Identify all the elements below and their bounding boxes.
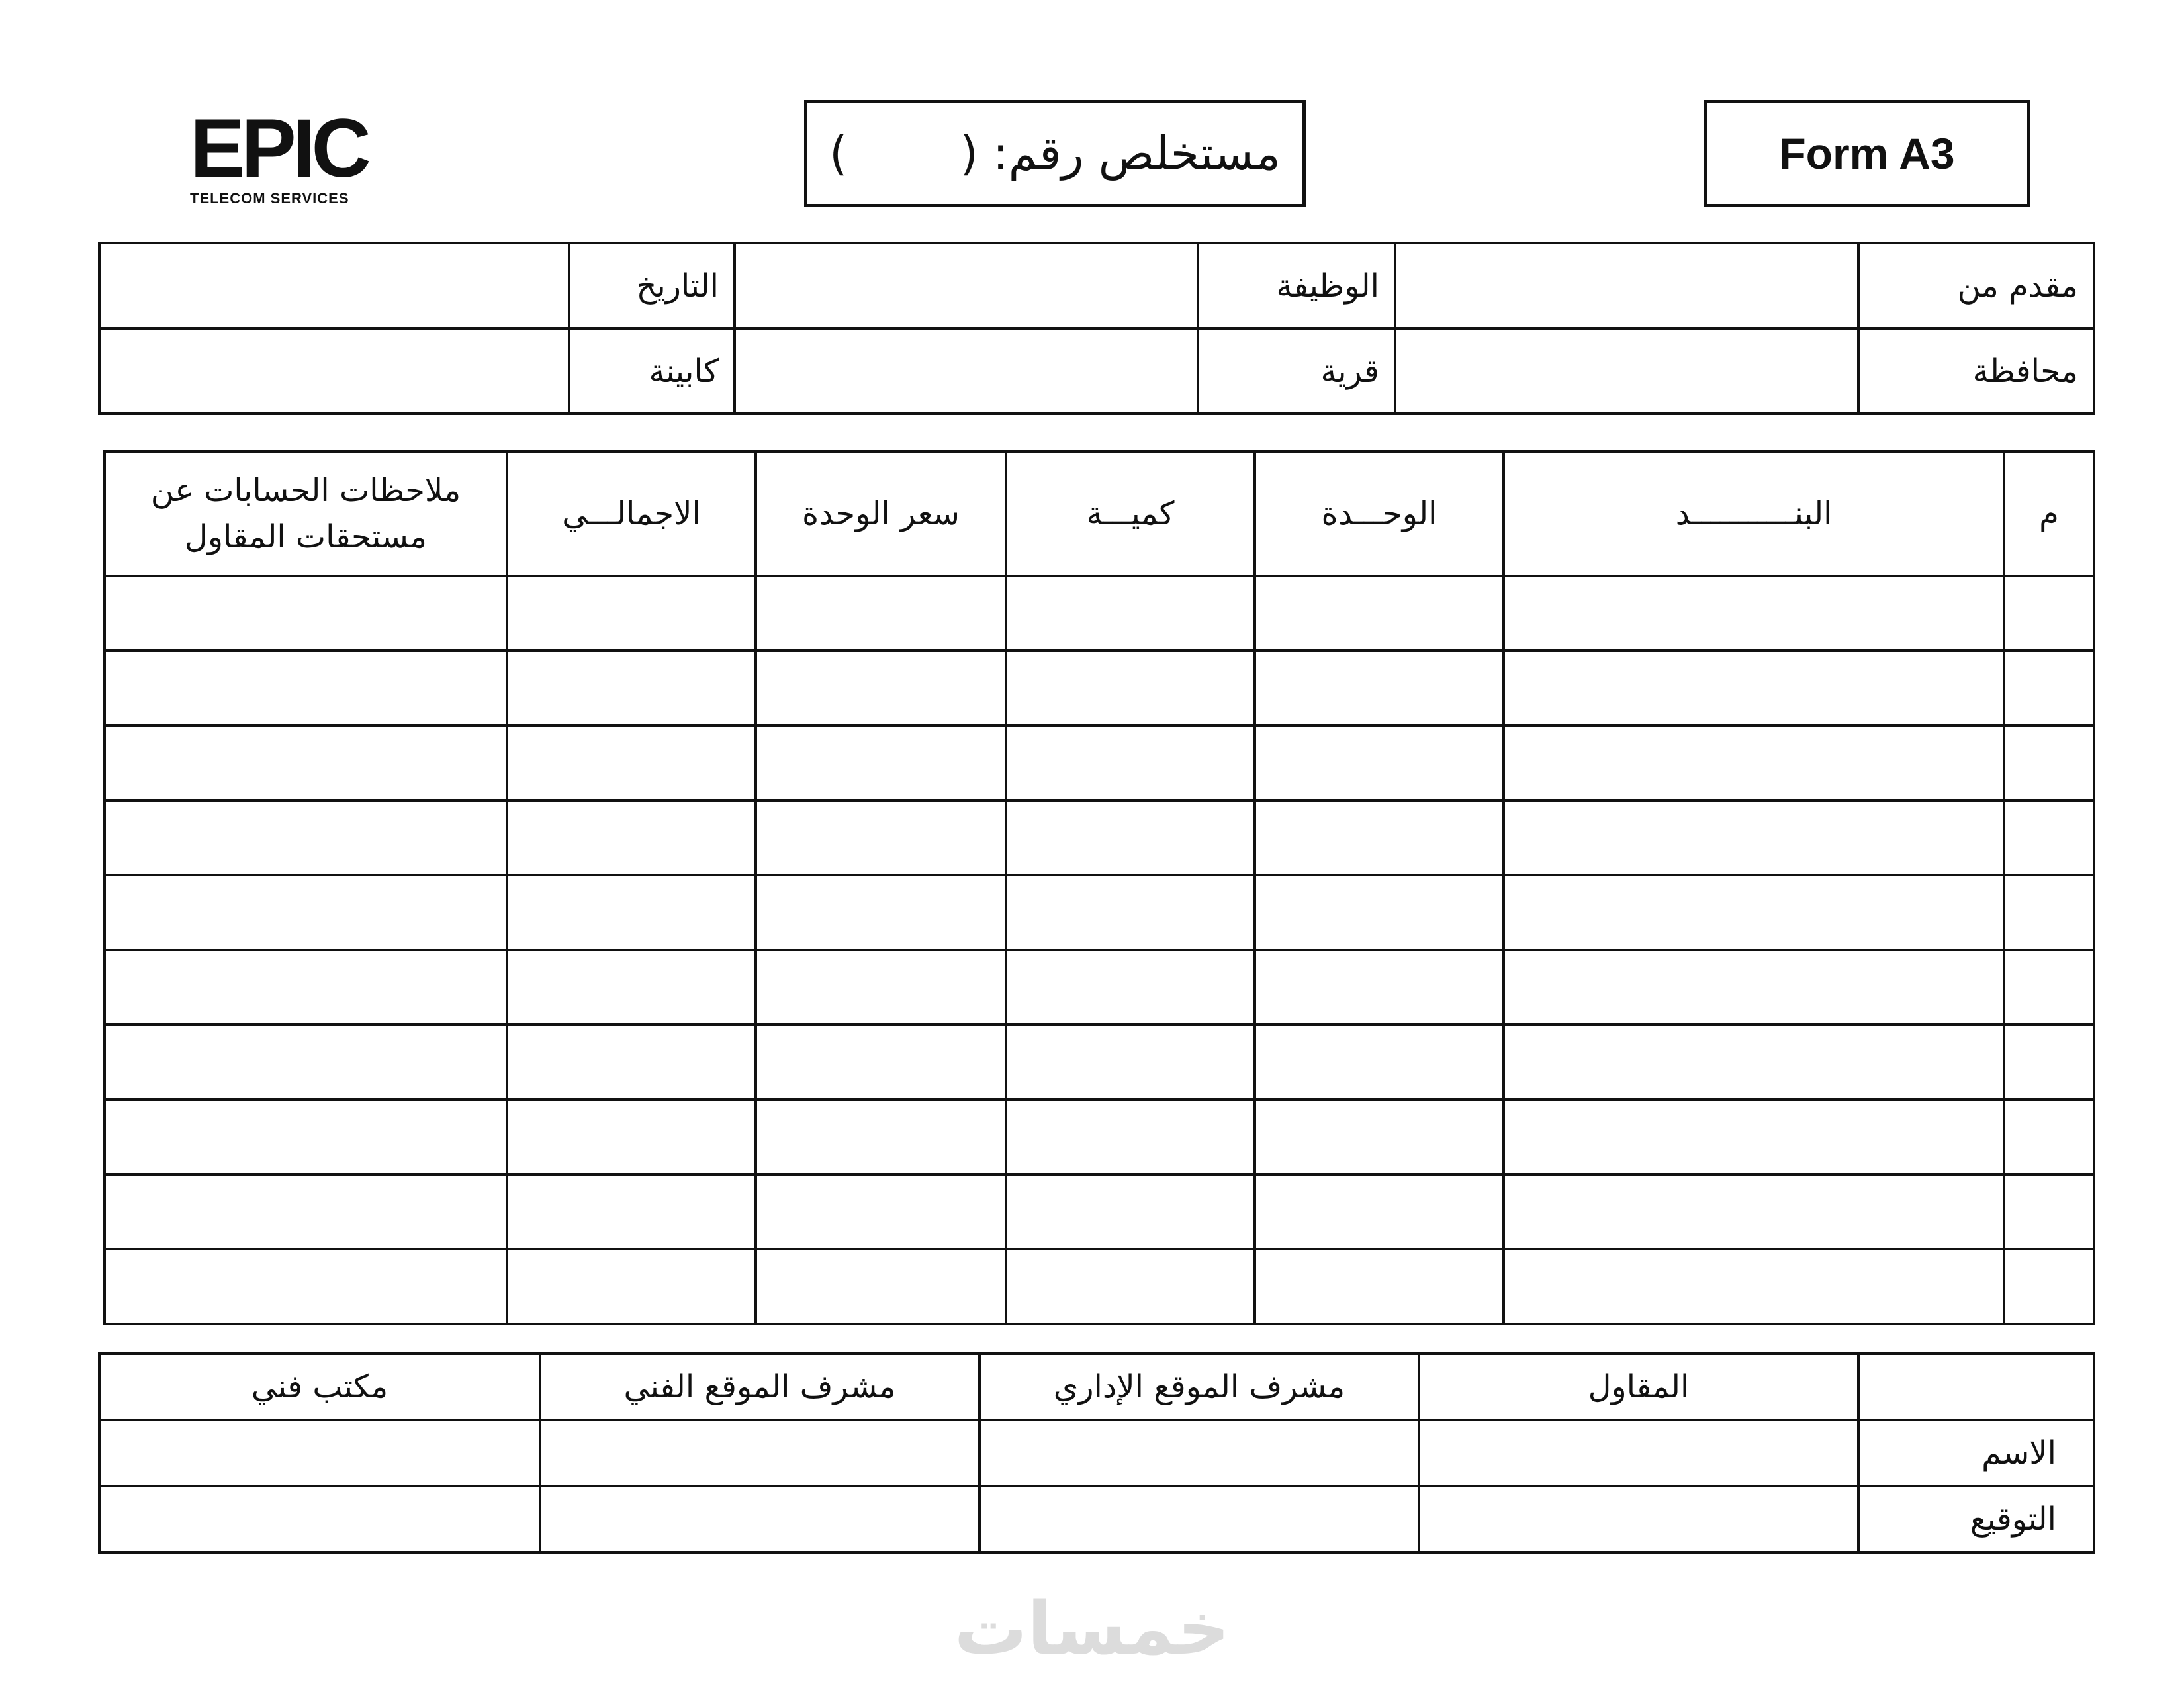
table-cell[interactable] <box>756 1025 1006 1100</box>
tech-supervisor-signature-field[interactable] <box>540 1486 979 1552</box>
table-cell[interactable] <box>1255 651 1504 726</box>
table-cell[interactable] <box>1504 875 2004 950</box>
table-cell[interactable] <box>1006 576 1255 651</box>
table-cell[interactable] <box>1255 800 1504 875</box>
col-index-header: م <box>2004 451 2094 576</box>
tech-office-name-field[interactable] <box>99 1420 540 1486</box>
table-cell[interactable] <box>1006 651 1255 726</box>
logo-tagline: TELECOM SERVICES <box>190 190 349 207</box>
table-cell[interactable] <box>507 726 756 800</box>
table-cell[interactable] <box>507 1174 756 1249</box>
table-cell[interactable] <box>2004 651 2094 726</box>
table-row <box>105 950 2094 1025</box>
table-cell[interactable] <box>1006 875 1255 950</box>
form-code: Form A3 <box>1779 129 1955 178</box>
table-cell[interactable] <box>1006 1025 1255 1100</box>
table-cell[interactable] <box>2004 576 2094 651</box>
table-cell[interactable] <box>756 1174 1006 1249</box>
table-cell[interactable] <box>105 1025 507 1100</box>
submitted-by-label: مقدم من <box>1858 243 2094 328</box>
table-cell[interactable] <box>2004 1025 2094 1100</box>
cabinet-field[interactable] <box>99 328 569 414</box>
table-cell[interactable] <box>105 950 507 1025</box>
col-notes-header: ملاحظات الحسابات عن مستحقات المقاول <box>105 451 507 576</box>
table-cell[interactable] <box>1255 1025 1504 1100</box>
table-cell[interactable] <box>1504 1100 2004 1174</box>
table-cell[interactable] <box>1504 800 2004 875</box>
table-cell[interactable] <box>507 950 756 1025</box>
table-cell[interactable] <box>756 875 1006 950</box>
table-cell[interactable] <box>105 875 507 950</box>
table-cell[interactable] <box>1504 1249 2004 1324</box>
name-row <box>99 1420 2094 1486</box>
signatures-table <box>98 1352 2095 1554</box>
table-cell[interactable] <box>2004 800 2094 875</box>
name-label: الاسم <box>1858 1420 2094 1486</box>
logo-mark: EPIC <box>190 103 367 195</box>
admin-supervisor-name-field[interactable] <box>979 1420 1419 1486</box>
table-cell[interactable] <box>1504 726 2004 800</box>
table-cell[interactable] <box>105 1100 507 1174</box>
table-cell[interactable] <box>1006 1100 1255 1174</box>
table-row <box>105 576 2094 651</box>
governorate-field[interactable] <box>1395 328 1858 414</box>
contractor-signature-field[interactable] <box>1419 1486 1858 1552</box>
job-label: الوظيفة <box>1198 243 1395 328</box>
table-cell[interactable] <box>756 1100 1006 1174</box>
submitted-by-field[interactable] <box>1395 243 1858 328</box>
date-label: التاريخ <box>569 243 735 328</box>
table-cell[interactable] <box>756 800 1006 875</box>
signature-label: التوقيع <box>1858 1486 2094 1552</box>
contractor-header: المقاول <box>1419 1354 1858 1420</box>
table-cell[interactable] <box>105 651 507 726</box>
table-row <box>105 726 2094 800</box>
col-quantity-header: كميـــة <box>1006 451 1255 576</box>
watermark: خمسات <box>954 1586 1230 1671</box>
table-cell[interactable] <box>756 1249 1006 1324</box>
table-cell[interactable] <box>1504 1025 2004 1100</box>
table-cell[interactable] <box>756 651 1006 726</box>
table-cell[interactable] <box>1255 1100 1504 1174</box>
table-cell[interactable] <box>507 1025 756 1100</box>
table-cell[interactable] <box>1006 1249 1255 1324</box>
col-total-header: الاجمالـــي <box>507 451 756 576</box>
table-cell[interactable] <box>1255 1249 1504 1324</box>
table-cell[interactable] <box>1255 950 1504 1025</box>
table-row <box>105 1025 2094 1100</box>
table-cell[interactable] <box>105 800 507 875</box>
corner-cell <box>1858 1354 2094 1420</box>
table-cell[interactable] <box>105 576 507 651</box>
table-cell[interactable] <box>2004 1249 2094 1324</box>
table-row <box>105 875 2094 950</box>
admin-supervisor-signature-field[interactable] <box>979 1486 1419 1552</box>
table-cell[interactable] <box>1255 576 1504 651</box>
tech-office-header: مكتب فني <box>99 1354 540 1420</box>
table-cell[interactable] <box>507 1249 756 1324</box>
tech-supervisor-header: مشرف الموقع الفني <box>540 1354 979 1420</box>
invoice-number-box <box>804 100 1306 207</box>
info-row <box>99 243 2094 328</box>
items-body <box>105 576 2094 1324</box>
governorate-label: محافظة <box>1858 328 2094 414</box>
table-cell[interactable] <box>1255 726 1504 800</box>
table-cell[interactable] <box>756 576 1006 651</box>
table-cell[interactable] <box>507 576 756 651</box>
table-cell[interactable] <box>1504 1174 2004 1249</box>
table-cell[interactable] <box>2004 875 2094 950</box>
col-unit-price-header: سعر الوحدة <box>756 451 1006 576</box>
table-cell[interactable] <box>507 800 756 875</box>
table-cell[interactable] <box>1504 651 2004 726</box>
info-row <box>99 328 2094 414</box>
table-cell[interactable] <box>1006 726 1255 800</box>
table-cell[interactable] <box>105 726 507 800</box>
table-cell[interactable] <box>1255 875 1504 950</box>
tech-supervisor-name-field[interactable] <box>540 1420 979 1486</box>
company-logo <box>190 103 382 207</box>
table-cell[interactable] <box>2004 1100 2094 1174</box>
table-cell[interactable] <box>105 1174 507 1249</box>
table-row <box>105 1249 2094 1324</box>
table-cell[interactable] <box>1255 1174 1504 1249</box>
contractor-name-field[interactable] <box>1419 1420 1858 1486</box>
form-code-box <box>1704 100 2030 207</box>
table-cell[interactable] <box>756 726 1006 800</box>
table-row <box>105 651 2094 726</box>
table-cell[interactable] <box>1504 576 2004 651</box>
signatures-header-row <box>99 1354 2094 1420</box>
items-table <box>103 450 2095 1325</box>
table-cell[interactable] <box>2004 950 2094 1025</box>
table-cell[interactable] <box>1006 800 1255 875</box>
signature-row <box>99 1486 2094 1552</box>
col-item-header: البنـــــــــــد <box>1504 451 2004 576</box>
table-cell[interactable] <box>756 950 1006 1025</box>
table-cell[interactable] <box>507 1100 756 1174</box>
items-header-row <box>105 451 2094 576</box>
date-field[interactable] <box>99 243 569 328</box>
col-unit-header: الوحـــدة <box>1255 451 1504 576</box>
table-row <box>105 1174 2094 1249</box>
cabinet-label: كابينة <box>569 328 735 414</box>
invoice-number-close: ) <box>829 126 848 181</box>
table-cell[interactable] <box>1504 950 2004 1025</box>
admin-supervisor-header: مشرف الموقع الإداري <box>979 1354 1419 1420</box>
village-label: قرية <box>1198 328 1395 414</box>
info-table <box>98 242 2095 415</box>
table-cell[interactable] <box>2004 726 2094 800</box>
village-field[interactable] <box>735 328 1198 414</box>
invoice-number-label: مستخلص رقم: ( <box>960 126 1281 181</box>
table-row <box>105 1100 2094 1174</box>
table-cell[interactable] <box>1006 1174 1255 1249</box>
table-cell[interactable] <box>1006 950 1255 1025</box>
table-cell[interactable] <box>105 1249 507 1324</box>
job-field[interactable] <box>735 243 1198 328</box>
table-cell[interactable] <box>2004 1174 2094 1249</box>
table-row <box>105 800 2094 875</box>
table-cell[interactable] <box>507 875 756 950</box>
table-cell[interactable] <box>507 651 756 726</box>
tech-office-signature-field[interactable] <box>99 1486 540 1552</box>
